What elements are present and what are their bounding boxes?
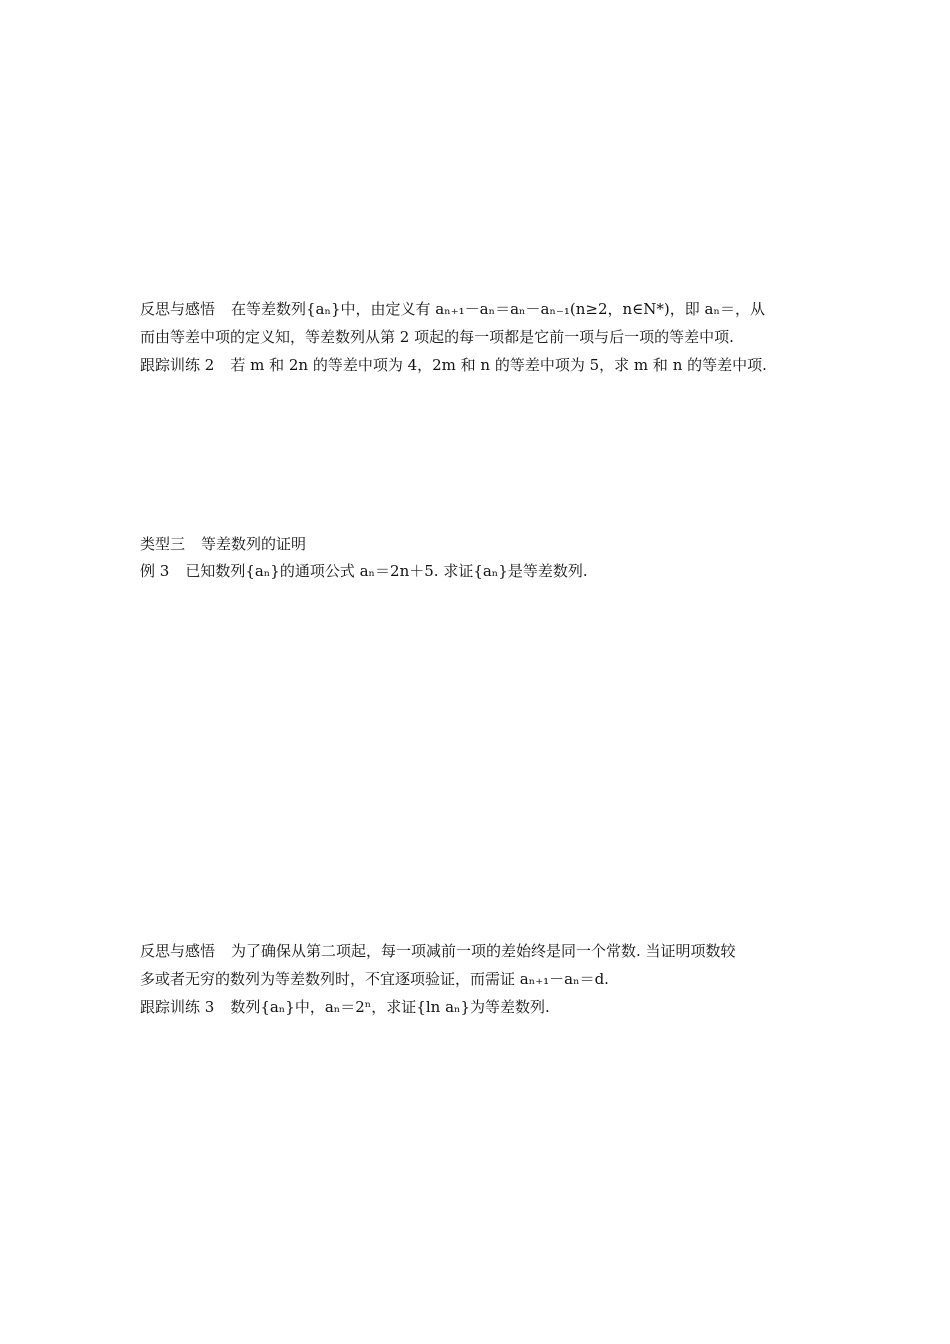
reflection-2-line-2 — [140, 326, 820, 348]
reflection-2-text-2: 而由等差中项的定义知，等差数列从第 2 项起的每一项都是它前一项与后一项的等差中项. — [140, 328, 734, 346]
reflection-3-text-2: 多或者无穷的数列为等差数列时，不宜逐项验证，而需证 aₙ₊₁－aₙ＝d. — [140, 970, 609, 988]
reflection-2-text-1: 在等差数列{aₙ}中，由定义有 aₙ₊₁－aₙ＝aₙ－aₙ₋₁(n≥2，n∈N*)，即 aₙ＝，从 — [231, 300, 765, 318]
type-3-heading — [140, 533, 820, 555]
practice-3-line — [140, 996, 820, 1018]
example-3-text: 已知数列{aₙ}的通项公式 aₙ＝2n＋5. 求证{aₙ}是等差数列. — [185, 562, 588, 580]
type-3-label: 类型三 — [140, 535, 186, 553]
practice-2-label: 跟踪训练 2 — [140, 356, 215, 374]
type-3-title: 等差数列的证明 — [201, 535, 307, 553]
example-3-label: 例 3 — [140, 562, 170, 580]
reflection-3-line-2 — [140, 968, 820, 990]
reflection-3-line-1 — [140, 940, 820, 962]
practice-2-line — [140, 354, 820, 376]
practice-3-text: 数列{aₙ}中，aₙ＝2ⁿ，求证{ln aₙ}为等差数列. — [230, 998, 550, 1016]
reflection-2-label: 反思与感悟 — [140, 300, 216, 318]
practice-3-label: 跟踪训练 3 — [140, 998, 215, 1016]
reflection-2-line-1 — [140, 298, 820, 320]
example-3-line — [140, 560, 820, 582]
reflection-3-text-1: 为了确保从第二项起，每一项减前一项的差始终是同一个常数. 当证明项数较 — [231, 942, 736, 960]
practice-2-text: 若 m 和 2n 的等差中项为 4，2m 和 n 的等差中项为 5，求 m 和 n 的等差中项. — [230, 356, 767, 374]
reflection-3-label: 反思与感悟 — [140, 942, 216, 960]
